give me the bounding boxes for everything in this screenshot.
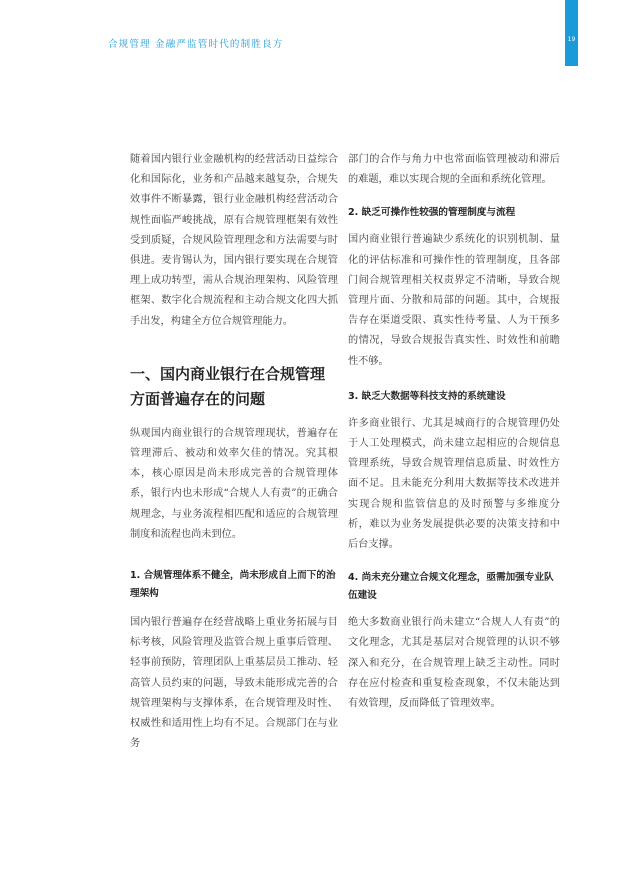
- right-column: [348, 150, 560, 714]
- running-title: 合规管理 金融严监管时代的制胜良方: [108, 39, 284, 50]
- page-number-tab: [565, 0, 578, 66]
- page-number: 19: [567, 36, 576, 43]
- subsection-4-body: 绝大多数商业银行尚未建立“合规人人有责”的文化理念，尤其是基层对合规管理的认识不够深入和充分，在合规管理上缺乏主动性。同时存在应付检查和重复检查现象，不仅未能达到有效管理，反而降低了管理效率。: [348, 617, 560, 710]
- page-header: [0, 0, 620, 60]
- subsection-1-body: 国内银行普遍存在经营战略上重业务拓展与目标考核，风险管理及监管合规上重事后管理、轻事前预防，管理团队上重基层员工推动、轻高管人员约束的问题，导致未能形成完善的合规管理架构与支撑体系，在合规管理及时性、权威性和适用性上均有不足。合规部门在与业务: [130, 617, 338, 750]
- subsection-4-heading: 4. 尚未充分建立合规文化理念，亟需加强专业队伍建设: [348, 572, 554, 602]
- continuation-paragraph: 部门的合作与角力中也常面临管理被动和滞后的难题，难以实现合规的全面和系统化管理。: [348, 154, 560, 186]
- subsection-1-heading: 1. 合规管理体系不健全，尚未形成自上而下的治理架构: [130, 570, 336, 600]
- subsection-3-body: 许多商业银行、尤其是城商行的合规管理仍处于人工处理模式，尚未建立起相应的合规信息管理系统，导致合规管理信息质量、时效性方面不足。且未能充分利用大数据等技术改进并实现合规和监管信息的及时预警与多维度分析，难以为业务发展提供必要的决策支持和中后台支撑。: [348, 417, 560, 551]
- subsection-3-heading: 3. 缺乏大数据等科技支持的系统建设: [348, 390, 506, 402]
- intro-paragraph: 随着国内银行业金融机构的经营活动日益综合化和国际化，业务和产品越来越复杂，合规失效事件不断暴露，银行业金融机构经营活动合规性面临严峻挑战，原有合规管理框架有效性受到质疑，合规风险管理理念和方法需要与时俱进。麦肯锡认为，国内银行要实现在合规管理上成功转型，需从合规治理架构、风险管理框架、数字化合规流程和主动合规文化四大抓手出发，构建全方位合规管理能力。: [130, 154, 338, 327]
- subsection-2-heading: 2. 缺乏可操作性较强的管理制度与流程: [348, 207, 516, 219]
- section-heading: 一、国内商业银行在合规管理方面普遍存在的问题: [130, 364, 326, 408]
- section-intro-paragraph: 纵观国内商业银行的合规管理现状，普遍存在管理滞后、被动和效率欠佳的情况。究其根本，核心原因是尚未形成完善的合规管理体系，银行内也未形成“合规人人有责”的正确合规理念，与业务流程相匹配和适应的合规管理制度和流程也尚未到位。: [130, 427, 338, 540]
- subsection-2-body: 国内商业银行普遍缺少系统化的识别机制、量化的评估标准和可操作性的管理制度，且各部门间合规管理相关权责界定不清晰，导致合规管理片面、分散和局部的问题。其中，合规报告存在渠道受限、真实性待考量、人为干预多的情况，导致合规报告真实性、时效性和前瞻性不够。: [348, 234, 560, 367]
- left-column: [130, 150, 338, 754]
